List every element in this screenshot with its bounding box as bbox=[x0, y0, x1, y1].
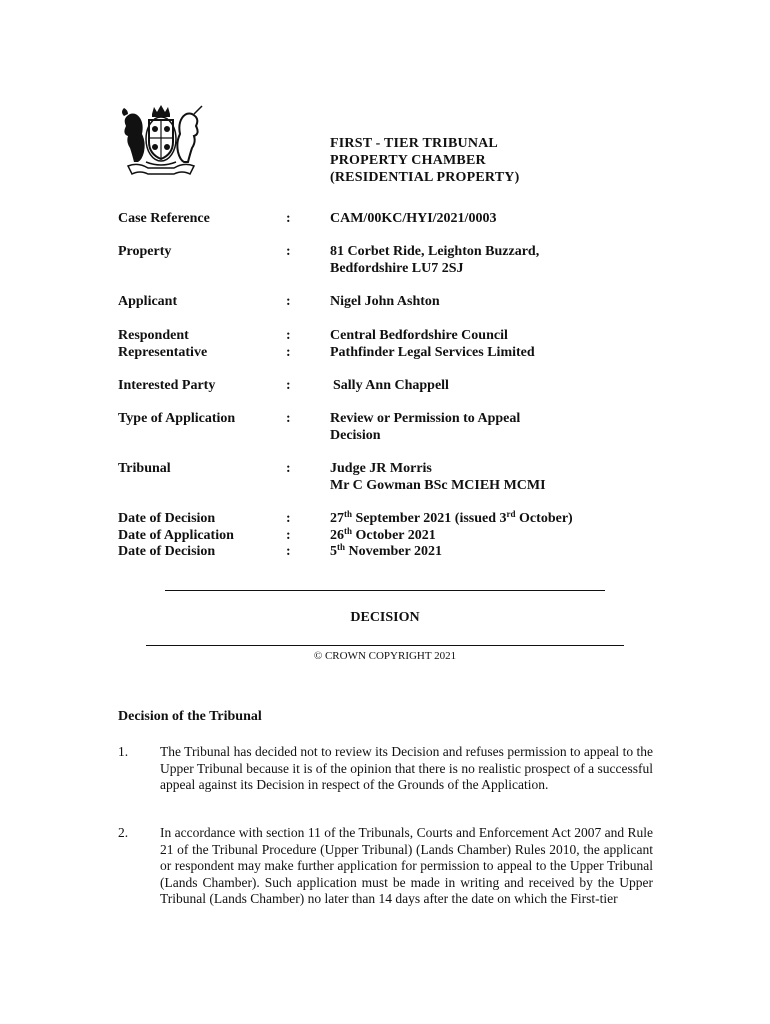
decision-2-day: 5 bbox=[330, 544, 337, 559]
interested-party-value: Sally Ann Chappell bbox=[333, 378, 449, 393]
type-line-2: Decision bbox=[330, 427, 381, 443]
interested-party-label: Interested Party bbox=[118, 378, 216, 393]
date-of-decision-2-label: Date of Decision bbox=[118, 544, 216, 559]
decision-title: DECISION bbox=[350, 610, 420, 625]
paragraph-2-number: 2. bbox=[118, 825, 129, 840]
applicant-label: Applicant bbox=[118, 294, 178, 309]
case-reference-label: Case Reference bbox=[118, 211, 210, 226]
colon: : bbox=[286, 344, 291, 360]
divider-top bbox=[165, 590, 605, 591]
property-value bbox=[330, 244, 539, 277]
application-day: 26 bbox=[330, 527, 344, 543]
respondent-value: Central Bedfordshire Council bbox=[330, 328, 508, 343]
colon: : bbox=[286, 244, 291, 259]
tribunal-label: Tribunal bbox=[118, 461, 171, 476]
decision-2-date-rest: November 2021 bbox=[345, 544, 442, 559]
colon: : bbox=[286, 461, 291, 476]
crown-copyright: © CROWN COPYRIGHT 2021 bbox=[313, 650, 457, 662]
paragraph-1-text: The Tribunal has decided not to review its Decision and refuses permission to appeal to the Upper Tribunal because it is of the opinion that there is no realistic prospect of a successful appeal against its Decision in respect of the Grounds of the Application. bbox=[160, 744, 653, 793]
respondent-label: Respondent bbox=[118, 328, 189, 343]
header-line-2: PROPERTY CHAMBER bbox=[330, 153, 486, 168]
type-of-application-label: Type of Application bbox=[118, 411, 236, 426]
royal-coat-of-arms-logo bbox=[118, 104, 204, 180]
property-line-2: Bedfordshire LU7 2SJ bbox=[330, 260, 464, 276]
decision-date-end: October) bbox=[515, 511, 573, 526]
paragraph-2-text: In accordance with section 11 of the Tribunals, Courts and Enforcement Act 2007 and Rule 21 of the Tribunal Procedure (Upper Tribunal) (Lands Chamber) Rules 2010, the applicant or respondent may make further application for permission to appeal to the Upper Tribunal (Lands Chamber). Such application must be made in writing and received by the Upper Tribunal (Lands Chamber) no later than 14 days after the date on which the First-tier bbox=[160, 825, 653, 907]
colon: : bbox=[286, 378, 291, 393]
header-line-3: (RESIDENTIAL PROPERTY) bbox=[330, 170, 520, 185]
property-label: Property bbox=[118, 244, 172, 259]
issued-suffix: rd bbox=[506, 509, 516, 519]
decision-day: 27 bbox=[330, 511, 344, 526]
colon: : bbox=[286, 328, 291, 343]
representative-label: Representative bbox=[118, 344, 208, 360]
property-line-1: 81 Corbet Ride, Leighton Buzzard, bbox=[330, 244, 540, 259]
application-day-suffix: th bbox=[344, 525, 353, 536]
date-of-decision-label: Date of Decision bbox=[118, 511, 216, 526]
tribunal-line-2: Mr C Gowman BSc MCIEH MCMI bbox=[330, 477, 546, 493]
type-line-1: Review or Permission to Appeal bbox=[330, 411, 521, 426]
paragraph-1-number: 1. bbox=[118, 744, 129, 759]
tribunal-header bbox=[330, 135, 519, 186]
colon: : bbox=[286, 511, 291, 526]
representative-value: Pathfinder Legal Services Limited bbox=[330, 344, 535, 360]
colon: : bbox=[286, 294, 291, 309]
date-of-decision-2-value bbox=[330, 544, 442, 561]
date-of-application-value bbox=[330, 525, 436, 545]
application-date-rest: October 2021 bbox=[352, 527, 436, 543]
date-of-application-label: Date of Application bbox=[118, 527, 234, 543]
decision-day-suffix: th bbox=[344, 509, 353, 519]
divider-bottom bbox=[146, 645, 624, 646]
header-line-1: FIRST - TIER TRIBUNAL bbox=[330, 136, 498, 151]
date-of-decision-value bbox=[330, 511, 573, 528]
decision-date-rest: September 2021 (issued 3 bbox=[352, 511, 507, 526]
colon: : bbox=[286, 527, 291, 543]
colon: : bbox=[286, 211, 291, 226]
decision-2-day-suffix: th bbox=[337, 542, 346, 552]
colon: : bbox=[286, 411, 291, 426]
case-reference-value: CAM/00KC/HYI/2021/0003 bbox=[330, 211, 497, 226]
section-heading: Decision of the Tribunal bbox=[118, 709, 262, 724]
type-of-application-value bbox=[330, 411, 520, 444]
applicant-value: Nigel John Ashton bbox=[330, 294, 440, 309]
colon: : bbox=[286, 544, 291, 559]
tribunal-line-1: Judge JR Morris bbox=[330, 461, 432, 476]
tribunal-value bbox=[330, 461, 546, 494]
